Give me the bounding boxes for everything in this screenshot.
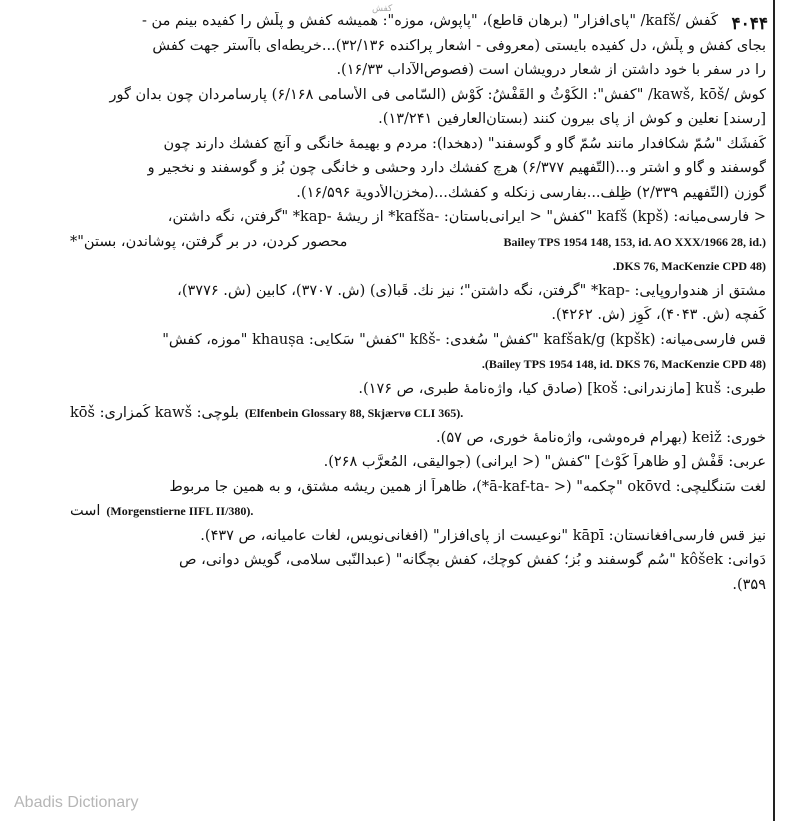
text-line: كَفچه (ش. ۴۰۴۳)، كَوِز (ش. ۴۲۶۲).: [551, 307, 766, 323]
top-watermark: كفش: [372, 4, 393, 14]
entry-body: [70, 12, 766, 600]
text-line-mixed: [70, 502, 766, 527]
text-line: نیز قس فارسی‌افغانستان: kāpī "نوعیست از پای‌افزار" (افغانی‌نویس، لغات عامیانه، ص ۴۳۷).: [200, 527, 766, 544]
reference-citation: (DKS 76, MacKenzie CPD 48.: [612, 259, 766, 273]
text-line: گوسفند و گاو و اشتر و...(التّفهیم ۶/۳۷۷) هرچ كفشك دارد وحشی و خانگی چون بُز و گوسفند و نخجیر و: [147, 160, 766, 176]
text-line: ۳۵۹).: [732, 576, 766, 593]
text-line: بلوچی: kawš كُمزاری: kōš: [70, 405, 239, 421]
text-line: را در سفر با خود داشتن از شعار درویشان است (فصوص‌الآداب ۱۶/۳۳).: [336, 62, 766, 78]
right-margin-rule: [773, 0, 775, 821]
reference-citation: Bailey TPS 1954 148, 153, id. AO XXX/1966 28, id.): [503, 234, 766, 249]
text-line-mixed: [70, 404, 766, 429]
text-line: كَفشَك "سُمّ شكافدار مانند سُمّ گاو و گوسفند" (دهخدا): مردم و بهیمهٔ خانگی و آنچ كفشك دارند چون: [163, 135, 766, 152]
text-line: [رسند] نعلین و كوش از پای بیرون كنند (بستان‌العارفین ۱۳/۲۴۱).: [378, 111, 766, 127]
text-line: لغت سَنگلیچی: okōvd "چكمه" (< -ā-kaf-ta*)، ظاهراً از همین ریشه مشتق، و به همین جا مربوط: [169, 478, 766, 495]
reference-citation: (Bailey TPS 1954 148, id. DKS 76, MacKenzie CPD 48).: [481, 357, 766, 371]
text-line: بجای كفش و پلّش، دل كفیده بایستی (معروفی - اشعار پراكنده ۳۲/۱۳۶)...خریطه‌ای باآستر جهت كفش: [152, 37, 766, 54]
reference-citation: (Morgenstierne IIFL II/380).: [106, 504, 254, 518]
text-line: < فارسی‌میانه: kafš (kpš) "كفش" < ایرانی‌باستان: -kafša* از ریشهٔ -kap* "گرفتن، نگه داشتن،: [167, 209, 766, 225]
text-line-mixed: [70, 233, 766, 258]
text-line: دَوانی: kôšek "سُم گوسفند و بُز؛ كفش كوچك، كفش بچگانه" (عبدالنّبی سلامی، گویش دوانی، ص: [179, 552, 766, 568]
text-line: عربی: قَفْش [و ظاهراً كَوْث] "كفش" (< ایرانی) (جوالیقی، المُعرَّب ۲۶۸).: [323, 454, 766, 470]
page-number: ۴۰۴۴: [731, 14, 768, 34]
watermark: Abadis Dictionary: [14, 794, 139, 811]
text-line: طبری: kuš [مازندرانی: koš] (صادق كیا، واژه‌نامهٔ طبری، ص ۱۷۶).: [358, 380, 766, 397]
text-line: خوری: keiž (بهرام فره‌وشی، واژه‌نامهٔ خوری، ص ۵۷).: [436, 429, 766, 446]
text-line: گوزن (التّفهیم ۲/۳۳۹) ظِلف...بفارسی زنكله و كفشك...(مخزن‌الأدویة ۱۶/۵۹۶).: [296, 184, 766, 201]
text-line: كوش /kawš, kōš/ "كفش": الكَوْثُ و القَفْشُ: كَوْش (السّامی فی الأسامی ۶/۱۶۸) پارسامردان چون بدان گور: [109, 86, 766, 103]
text-line: است: [70, 503, 101, 519]
text-line: كَفش /kafš/ "پای‌افزار" (برهان قاطع)، "پاپوش، موزه": همیشه كفش و پلّش را كفیده بینم من -: [142, 13, 718, 29]
text-line: محصور كردن، در بر گرفتن، پوشاندن، بستن"*: [70, 233, 348, 250]
reference-citation: (Elfenbein Glossary 88, Skjærvø CLI 365).: [244, 406, 464, 420]
text-line: قس فارسی‌میانه: kafšak/g (kpšk) "كفش" سُغدی: -kßš "كفش" سَكایی: khauṣa "موزه، كفش": [162, 331, 766, 348]
text-line: مشتق از هندواروپایی: -kap* "گرفتن، نگه داشتن"؛ نیز نك. قَبا(ی) (ش. ۳۷۰۷)، كابین (ش. ۳۷۷۶)،: [177, 282, 766, 299]
